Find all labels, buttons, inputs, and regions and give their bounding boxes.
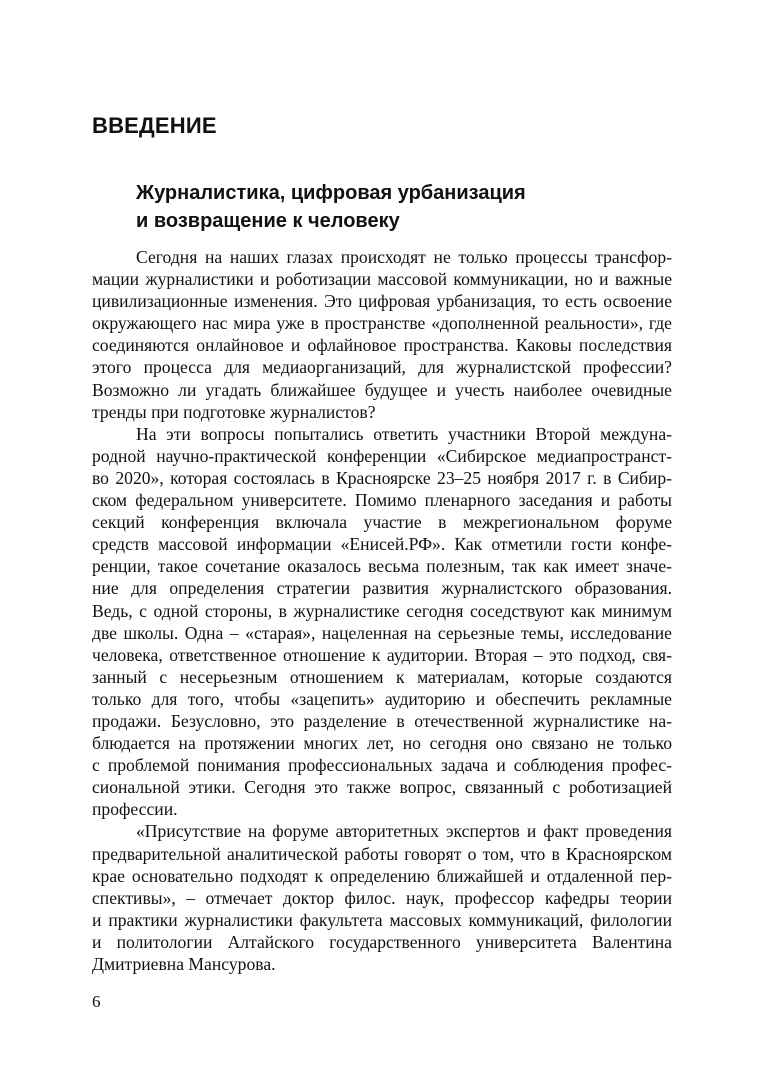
- text-line: человека, ответственное отношение к аудитории. Вторая – это подход, свя-: [92, 644, 672, 665]
- text-line: мации журналистики и роботизации массовой коммуникации, но и важные: [92, 269, 672, 290]
- text-line: и политологии Алтайского государственного университета Валентина: [92, 931, 672, 952]
- text-line: ренции, такое сочетание оказалось весьма полезным, так как имеет значе-: [92, 556, 672, 577]
- section-title-line-2: и возвращение к человеку: [136, 210, 400, 232]
- text-line: тренды при подготовке журналистов?: [92, 401, 376, 422]
- text-line: секций конференция включала участие в межрегиональном форуме: [92, 512, 672, 533]
- text-line: профессии.: [92, 799, 178, 820]
- text-line: средств массовой информации «Енисей.РФ». Как отметили гости конфе-: [92, 534, 672, 555]
- text-line: во 2020», которая состоялась в Красноярске 23–25 ноября 2017 г. в Сибир-: [92, 467, 672, 488]
- text-line: крае основательно подходят к определению ближайшей и отдаленной пер-: [92, 865, 672, 886]
- text-line: с проблемой понимания профессиональных задача и соблюдения профес-: [92, 755, 672, 776]
- text-line: Сегодня на наших глазах происходят не только процессы трансфор-: [136, 247, 672, 267]
- text-line: этого процесса для медиаорганизаций, для журналистской профессии?: [92, 357, 672, 378]
- text-line: Возможно ли угадать ближайшее будущее и учесть наиболее очевидные: [92, 379, 672, 400]
- text-line: спективы», – отмечает доктор филос. наук, профессор кафедры теории: [92, 887, 672, 908]
- text-line: блюдается на протяжении многих лет, но сегодня оно связано не только: [92, 733, 672, 754]
- text-line: ском федеральном университете. Помимо пленарного заседания и работы: [92, 490, 672, 511]
- page-number: 6: [92, 992, 101, 1011]
- text-line: цивилизационные изменения. Это цифровая урбанизация, то есть освоение: [92, 291, 672, 312]
- text-line: и практики журналистики факультета массовых коммуникаций, филологии: [92, 909, 672, 930]
- section-title-line-1: Журналистика, цифровая урбанизация: [136, 182, 526, 204]
- text-line: только для того, чтобы «зацепить» аудиторию и обеспечить рекламные: [92, 688, 672, 709]
- text-line: Дмитриевна Мансурова.: [92, 954, 276, 974]
- text-line: занный с несерьезным отношением к материалам, которые создаются: [92, 666, 672, 687]
- text-line: сиональной этики. Сегодня это также вопрос, связанный с роботизацией: [92, 777, 672, 798]
- chapter-title: ВВЕДЕНИЕ: [92, 113, 217, 138]
- text-line: соединяются онлайновое и офлайновое пространства. Каковы последствия: [92, 335, 672, 356]
- section-title: [136, 179, 526, 235]
- body-text: [92, 246, 672, 975]
- text-line: Ведь, с одной стороны, в журналистике сегодня соседствуют как минимум: [92, 600, 672, 621]
- text-line: «Присутствие на форуме авторитетных экспертов и факт проведения: [136, 821, 672, 842]
- text-line: окружающего нас мира уже в пространстве «дополненной реальности», где: [92, 313, 672, 334]
- text-line: продажи. Безусловно, это разделение в отечественной журналистике на-: [92, 710, 672, 731]
- text-line: родной научно-практической конференции «Сибирское медиапространст-: [92, 445, 672, 466]
- text-line: предварительной аналитической работы говорят о том, что в Красноярском: [92, 843, 672, 864]
- text-line: ние для определения стратегии развития журналистского образования.: [92, 578, 672, 599]
- text-line: две школы. Одна – «старая», нацеленная на серьезные темы, исследование: [92, 622, 672, 643]
- text-line: На эти вопросы попытались ответить участники Второй междуна-: [136, 423, 672, 444]
